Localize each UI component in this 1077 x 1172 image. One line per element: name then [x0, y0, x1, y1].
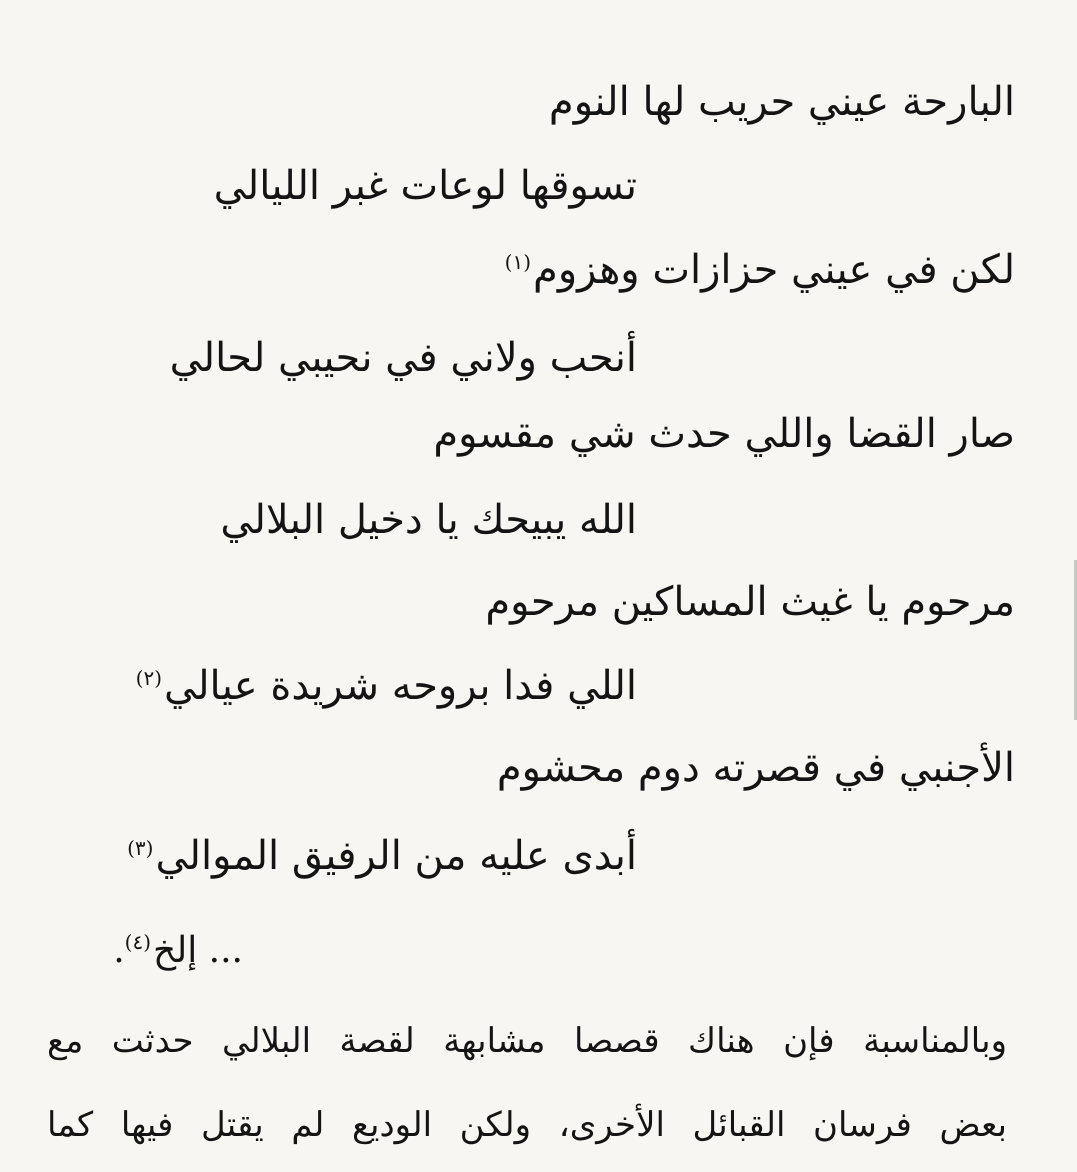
footnote-ref-1: (١)	[504, 249, 532, 274]
verse-text: مرحوم يا غيث المساكين مرحوم	[485, 579, 1015, 625]
etc-period: .	[113, 930, 125, 971]
footnote-ref-4: (٤)	[124, 930, 152, 954]
verse-text: أنحب ولاني في نحيبي لحالي	[169, 335, 637, 381]
verse-text: أبدى عليه من الرفيق الموالي	[155, 833, 637, 879]
verse-line-1	[549, 74, 1015, 130]
etc-line	[113, 926, 243, 976]
verse-line-5	[433, 406, 1015, 462]
verse-text: الأجنبي في قصرته دوم محشوم	[496, 745, 1015, 791]
paragraph-text: وبالمناسبة فإن هناك قصصا مشابهة لقصة البلالي حدثت مع	[47, 1021, 1007, 1061]
verse-line-4	[170, 330, 637, 386]
verse-text: صار القضا واللي حدث شي مقسوم	[433, 411, 1015, 457]
etc-text: ... إلخ	[153, 930, 243, 971]
verse-text: الله يبيحك يا دخيل البلالي	[220, 497, 637, 543]
verse-text: لكن في عيني حزازات وهزوم	[533, 247, 1015, 293]
verse-line-3	[505, 242, 1015, 298]
verse-line-9	[497, 740, 1015, 796]
verse-line-8	[136, 658, 637, 714]
paragraph-line-1	[47, 1018, 1007, 1064]
paragraph-line-2	[47, 1102, 1007, 1148]
verse-line-7	[485, 574, 1015, 630]
verse-text: اللي فدا بروحه شريدة عيالي	[164, 663, 637, 709]
verse-line-6	[220, 492, 637, 548]
footnote-ref-3: (٣)	[127, 835, 154, 860]
verse-text: تسوقها لوعات غبر الليالي	[213, 163, 637, 209]
paragraph-text: بعض فرسان القبائل الأخرى، ولكن الوديع لم يقتل فيها كما	[47, 1105, 1007, 1145]
verse-text: البارحة عيني حريب لها النوم	[548, 79, 1015, 125]
verse-line-2	[214, 158, 637, 214]
footnote-ref-2: (٢)	[135, 665, 162, 690]
verse-line-10	[127, 828, 637, 884]
